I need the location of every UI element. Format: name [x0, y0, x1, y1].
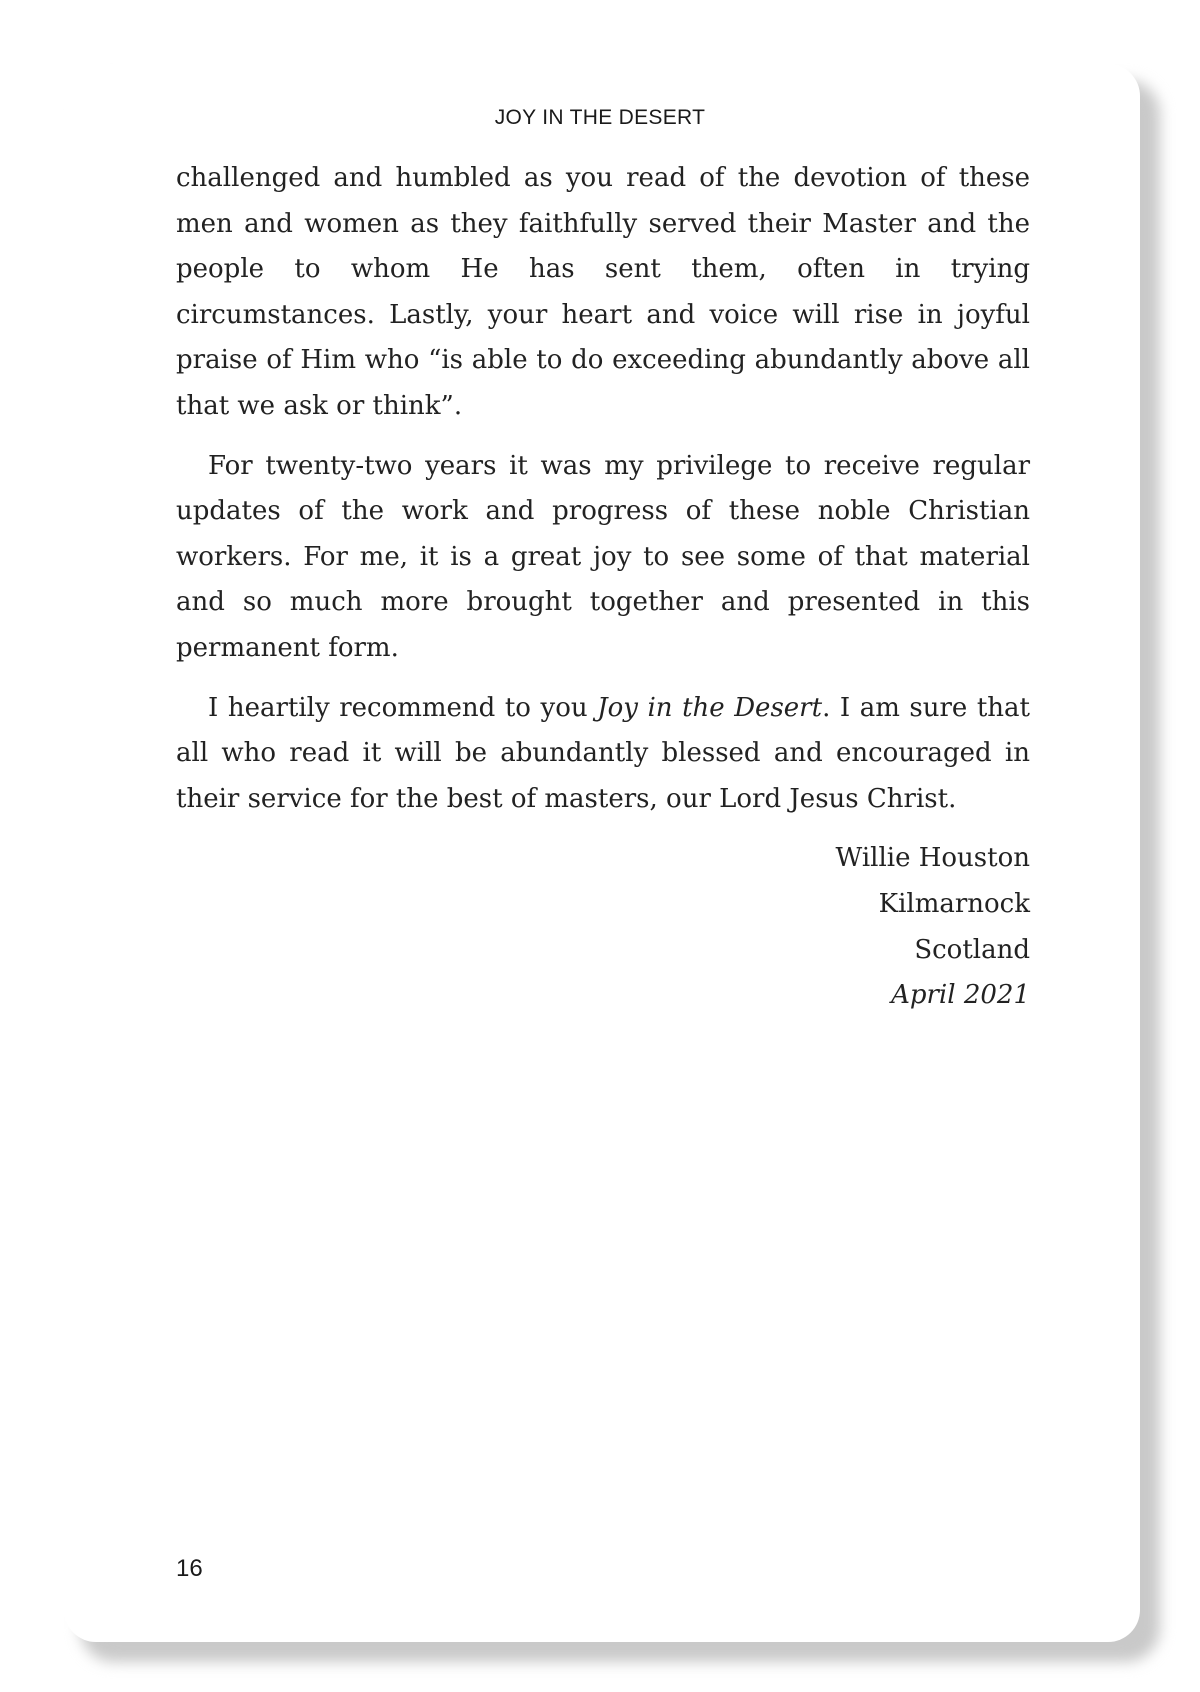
body-text: [176, 156, 1030, 1019]
paragraph-1: challenged and humbled as you read of the devotion of these men and women as they faithfully served their Master and the people to whom He has sent them, often in trying circumstances. Lastly, your heart and voice will rise in joyful praise of Him who “is able to do exceeding abundantly above all that we ask or think”.: [176, 163, 1030, 421]
signature-name: Willie Houston: [835, 843, 1030, 874]
signature-town: Kilmarnock: [878, 888, 1030, 919]
signature-date: April 2021: [891, 980, 1030, 1011]
paragraph-2: For twenty-two years it was my privilege to receive regular updates of the work and progress of these noble Christian workers. For me, it is a great joy to see some of that material and so much more brought together and presented in this permanent form.: [176, 450, 1030, 663]
paragraph-3-start: I heartily recommend to you: [208, 692, 598, 723]
running-header: JOY IN THE DESERT: [494, 106, 706, 129]
page-number: 16: [176, 1555, 203, 1582]
paragraph-3: [176, 686, 1030, 823]
paragraph-3-end: . I am sure that all who read it will be abundantly blessed and encouraged in their service for the best of masters, our Lord Jesus Christ.: [176, 692, 1030, 814]
signature-country: Scotland: [914, 934, 1030, 965]
book-title-italic: Joy in the Desert: [597, 692, 823, 723]
signature-block: [176, 836, 1030, 1018]
